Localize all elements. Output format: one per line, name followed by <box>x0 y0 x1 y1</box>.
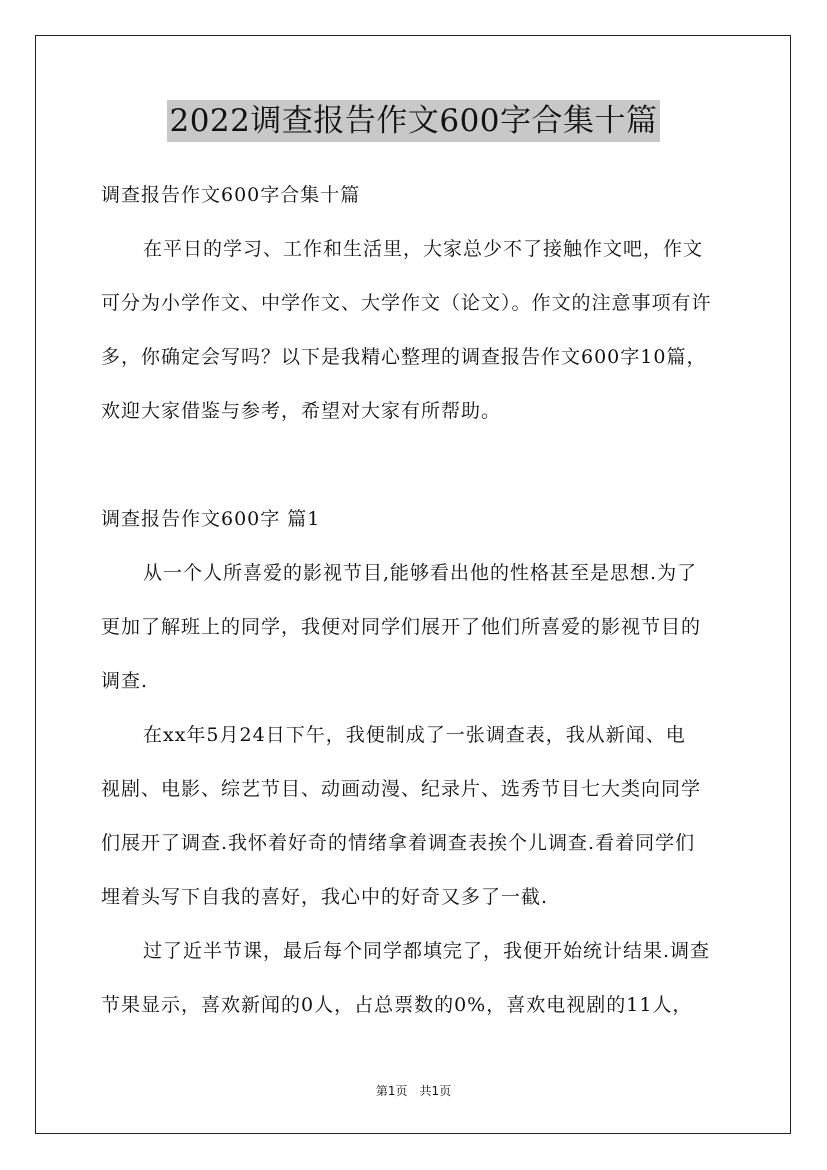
title-container <box>0 100 827 142</box>
body-paragraph-2 <box>101 708 733 924</box>
paragraph-line: 可分为小学作文、中学作文、大学作文（论文）。作文的注意事项有许 <box>101 292 712 314</box>
paragraph-line: 们展开了调查.我怀着好奇的情绪拿着调查表挨个儿调查.看着同学们 <box>101 832 696 854</box>
paragraph-line: 过了近半节课，最后每个同学都填完了，我便开始统计结果.调查 <box>143 940 711 962</box>
page-number: 第1页 <box>375 1084 408 1098</box>
document-title: 2022调查报告作文600字合集十篇 <box>167 100 659 142</box>
page-total: 共1页 <box>419 1084 452 1098</box>
paragraph-line: 从一个人所喜爱的影视节目,能够看出他的性格甚至是思想.为了 <box>143 562 698 584</box>
body-paragraph-1 <box>101 546 733 708</box>
intro-paragraph <box>101 222 733 438</box>
paragraph-line: 在xx年5月24日下午，我便制成了一张调查表，我从新闻、电 <box>143 724 686 746</box>
paragraph-line: 更加了解班上的同学，我便对同学们展开了他们所喜爱的影视节目的 <box>101 616 702 638</box>
paragraph-line: 多，你确定会写吗？以下是我精心整理的调查报告作文600字10篇， <box>101 346 707 368</box>
paragraph-line: 节果显示，喜欢新闻的0人，占总票数的0%，喜欢电视剧的11人， <box>101 994 693 1016</box>
paragraph-line: 调查. <box>101 670 149 692</box>
body-paragraph-3 <box>101 924 733 1032</box>
section-heading: 调查报告作文600字 篇1 <box>101 508 321 530</box>
page-footer <box>0 1082 827 1100</box>
paragraph-line: 视剧、电影、综艺节目、动画动漫、纪录片、选秀节目七大类向同学 <box>101 778 702 800</box>
paragraph-line: 埋着头写下自我的喜好，我心中的好奇又多了一截. <box>101 886 549 908</box>
document-subtitle: 调查报告作文600字合集十篇 <box>101 184 361 206</box>
paragraph-line: 欢迎大家借鉴与参考，希望对大家有所帮助。 <box>101 400 502 422</box>
paragraph-line: 在平日的学习、工作和生活里，大家总少不了接触作文吧，作文 <box>143 238 704 260</box>
